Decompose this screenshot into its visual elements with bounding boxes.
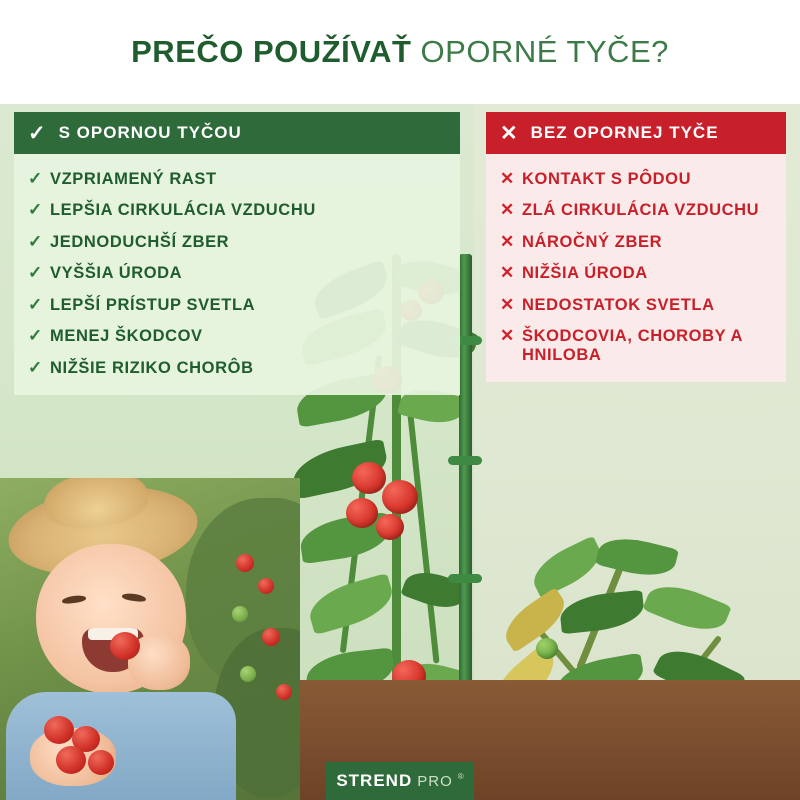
- list-item-label: VZPRIAMENÝ RAST: [50, 170, 217, 188]
- list-item: [28, 170, 446, 188]
- page-title-light: OPORNÉ TYČE?: [420, 34, 669, 69]
- list-item-label: NÁROČNÝ ZBER: [522, 232, 663, 251]
- brand-logo-sub: PRO: [417, 772, 453, 790]
- list-item-label: NIŽŠIE RIZIKO CHORÔB: [50, 358, 254, 377]
- list-item-label: LEPŠÍ PRÍSTUP SVETLA: [50, 295, 256, 314]
- page-title: [131, 34, 669, 70]
- registered-trademark-icon: ®: [457, 771, 464, 781]
- photo-tomato: [276, 684, 292, 700]
- tomato-fruit: [352, 462, 386, 494]
- list-item-label: NIŽŠIA ÚRODA: [522, 264, 648, 283]
- tomato-fruit: [376, 514, 404, 540]
- brand-logo: [326, 762, 474, 800]
- list-item-label: JEDNODUCHŠÍ ZBER: [50, 232, 230, 251]
- panel-without-stake: [486, 112, 786, 382]
- panel-with-stake-title: S OPORNOU TYČOU: [58, 123, 242, 142]
- list-item: [28, 296, 446, 314]
- panel-with-stake: [14, 112, 460, 395]
- cross-icon: ✕: [500, 200, 515, 220]
- panel-without-stake-body: [486, 154, 786, 382]
- page-title-bold: PREČO POUŽÍVAŤ: [131, 34, 412, 69]
- photo-tomato-green: [232, 606, 248, 622]
- panel-with-stake-header: [14, 112, 460, 154]
- eye: [62, 594, 87, 604]
- photo-tomato: [258, 578, 274, 594]
- eye: [122, 592, 147, 602]
- cross-icon: ✕: [500, 121, 519, 145]
- tomato-fruit: [382, 480, 418, 514]
- check-icon: ✓: [28, 263, 43, 283]
- check-icon: ✓: [28, 200, 43, 220]
- cross-icon: ✕: [500, 169, 515, 188]
- list-item: [500, 264, 772, 282]
- list-item: [28, 201, 446, 219]
- held-tomato: [110, 632, 140, 660]
- check-icon: ✓: [28, 326, 43, 346]
- list-item: [500, 327, 772, 364]
- list-item-label: ŠKODCOVIA, CHOROBY A HNILOBA: [522, 327, 743, 364]
- photo-tomato: [262, 628, 280, 646]
- tomato-in-hand: [88, 750, 114, 775]
- panel-without-stake-title: BEZ OPORNEJ TYČE: [530, 123, 719, 142]
- list-item-label: NEDOSTATOK SVETLA: [522, 295, 715, 314]
- tomato-fruit: [346, 498, 378, 528]
- list-item-label: KONTAKT S PÔDOU: [522, 170, 692, 188]
- cross-icon: ✕: [500, 231, 515, 251]
- check-icon: ✓: [28, 121, 47, 145]
- cross-icon: ✕: [500, 263, 515, 283]
- check-icon: ✓: [28, 169, 43, 188]
- list-item-label: LEPŠIA CIRKULÁCIA VZDUCHU: [50, 201, 316, 220]
- photo-tomato: [236, 554, 254, 572]
- list-item: [28, 359, 446, 377]
- check-icon: ✓: [28, 357, 43, 377]
- list-item-label: VYŠŠIA ÚRODA: [50, 264, 183, 283]
- list-item: [500, 170, 772, 188]
- list-item: [500, 233, 772, 251]
- photo-tomato-green: [240, 666, 256, 682]
- list-item-label: MENEJ ŠKODCOV: [50, 327, 203, 346]
- list-item: [28, 233, 446, 251]
- list-item-label: ZLÁ CIRKULÁCIA VZDUCHU: [522, 201, 760, 220]
- tomato-in-hand: [44, 716, 74, 744]
- panel-without-stake-header: [486, 112, 786, 154]
- child-photo: [0, 478, 300, 800]
- brand-logo-main: STREND: [336, 771, 413, 790]
- tomato-fruit-green: [536, 638, 558, 659]
- list-item: [500, 296, 772, 314]
- cross-icon: ✕: [500, 326, 515, 346]
- soil-right: [474, 680, 800, 800]
- tomato-in-hand: [56, 746, 86, 774]
- panel-with-stake-body: [14, 154, 460, 395]
- cross-icon: ✕: [500, 294, 515, 314]
- list-item: [500, 201, 772, 219]
- stake-tie: [448, 574, 482, 583]
- check-icon: ✓: [28, 231, 43, 251]
- header: [0, 0, 800, 104]
- list-item: [28, 327, 446, 345]
- list-item: [28, 264, 446, 282]
- check-icon: ✓: [28, 294, 43, 314]
- stake-tie: [448, 456, 482, 465]
